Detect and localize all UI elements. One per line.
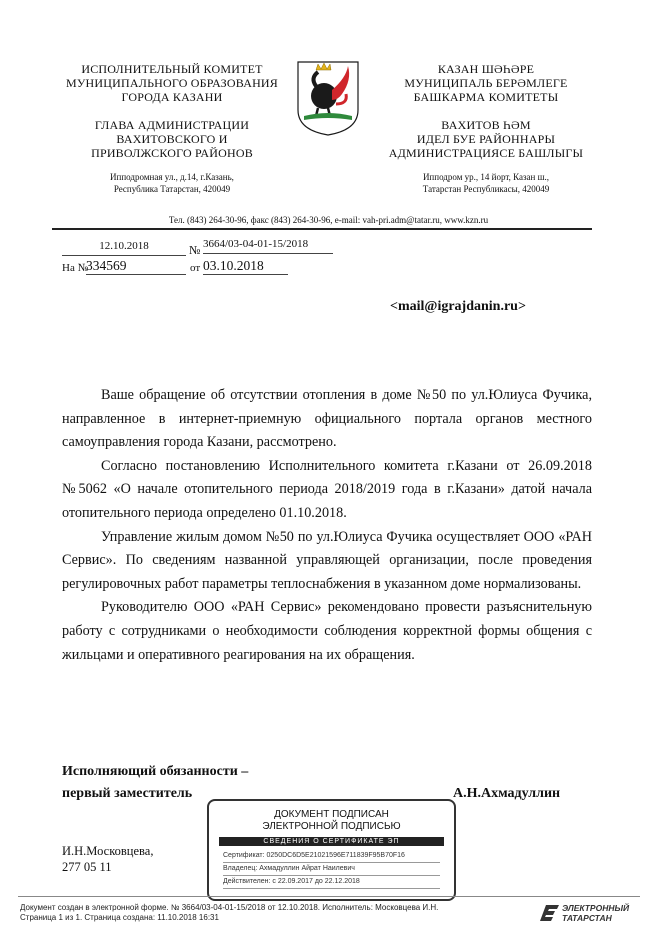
stamp-valid: Действителен: с 22.09.2017 до 22.12.2018 xyxy=(223,876,440,889)
reg-number-field xyxy=(203,238,333,254)
stamp-title-2: ЭЛЕКТРОННОЙ ПОДПИСЬЮ xyxy=(262,821,401,832)
reg-number: 3664/03-04-01-15/2018 xyxy=(203,238,309,250)
stamp-cert-bar: СВЕДЕНИЯ О СЕРТИФИКАТЕ ЭП xyxy=(219,837,444,846)
stamp-owner: Владелец: Ахмадуллин Айрат Наилевич xyxy=(223,863,440,876)
left-head-title: ГЛАВА АДМИНИСТРАЦИИ ВАХИТОВСКОГО И ПРИВОЛЖСКОГО РАЙОНОВ xyxy=(91,118,253,160)
signatory-name: А.Н.Ахмадуллин xyxy=(453,786,561,801)
reg-num-sign: № xyxy=(189,243,201,257)
reg-date-field xyxy=(62,240,186,256)
ref-from-label: от xyxy=(190,262,201,274)
right-head-title: ВАХИТОВ ҺӘМ ИДЕЛ БУЕ РАЙОННАРЫ АДМИНИСТРАЦИЯСЕ БАШЛЫГЫ xyxy=(388,118,584,160)
header-divider xyxy=(52,228,592,230)
ref-date: 03.10.2018 xyxy=(203,258,264,273)
recipient-email: <mail@igrajdanin.ru> xyxy=(390,299,526,314)
left-address: Ипподромная ул., д.14, г.Казань, Республика Татарстан, 420049 xyxy=(110,172,234,194)
contacts-line: Тел. (843) 264-30-96, факс (843) 264-30-96, e-mail: vah-pri.adm@tatar.ru, www.kzn.ru xyxy=(168,215,489,225)
executor-name: И.Н.Московцева, xyxy=(62,844,154,858)
right-address: Ипподром ур., 14 йорт, Казан ш., Татарстан Республикасы, 420049 xyxy=(422,172,550,194)
body-paragraph: Руководителю ООО «РАН Сервис» рекомендовано провести разъяснительную работу с сотрудниками о необходимости соблюдения корректной формы общения с жильцами и оперативного реагирования на их обращения. xyxy=(62,599,592,663)
ref-date-field xyxy=(203,258,288,275)
letter-body xyxy=(62,384,592,667)
kazan-emblem xyxy=(296,60,360,136)
body-paragraph: Согласно постановлению Исполнительного комитета г.Казани от 26.09.2018 №5062 «О начале отопительного периода 2018/2019 года в г.Казани» датой начала отопительного периода определено 01.10.2018. xyxy=(62,457,592,521)
right-org-name: КАЗАН ШӘҺӘРЕ МУНИЦИПАЛЬ БЕРӘМЛЕГЕ БАШКАРМА КОМИТЕТЫ xyxy=(404,62,568,104)
left-org-name: ИСПОЛНИТЕЛЬНЫЙ КОМИТЕТ МУНИЦИПАЛЬНОГО ОБРАЗОВАНИЯ ГОРОДА КАЗАНИ xyxy=(65,62,279,104)
body-paragraph: Ваше обращение об отсутствии отопления в доме №50 по ул.Юлиуса Фучика, направленное в интернет-приемную официального портала органов местного самоуправления города Казани, рассмотрено. xyxy=(62,387,592,451)
ref-number-field xyxy=(86,258,186,275)
body-paragraph: Управление жилым домом №50 по ул.Юлиуса Фучика осуществляет ООО «РАН Сервис». По сведениям названной управляющей организации, после проведения регулировочных работ параметры теплоснабжения в указанном доме нормализованы. xyxy=(62,528,592,592)
ref-number: 334569 xyxy=(86,258,127,273)
signatory-title-line1: Исполняющий обязанности – xyxy=(62,764,249,779)
footer-info: Документ создан в электронной форме. № 3664/03-04-01-15/2018 от 12.10.2018. Исполнитель: Московцева И.Н. Страница 1 из 1. Страница создана: 11.10.2018 16:31 xyxy=(20,903,439,922)
e-tatarstan-mark-icon xyxy=(540,904,560,922)
executor-phone: 277 05 11 xyxy=(62,860,112,874)
e-tatarstan-logo: ЭЛЕКТРОННЫЙ ТАТАРСТАН xyxy=(540,901,640,925)
signatory-title-line2: первый заместитель xyxy=(62,786,193,801)
stamp-title-1: ДОКУМЕНТ ПОДПИСАН xyxy=(274,809,389,820)
e-signature-stamp xyxy=(207,799,456,901)
stamp-cert: Сертификат: 0250DC6D5E21021596E711839F95B70F16 xyxy=(223,850,440,863)
ref-label: На № xyxy=(62,262,89,274)
footer-divider xyxy=(18,896,640,897)
reg-date: 12.10.2018 xyxy=(99,240,149,252)
